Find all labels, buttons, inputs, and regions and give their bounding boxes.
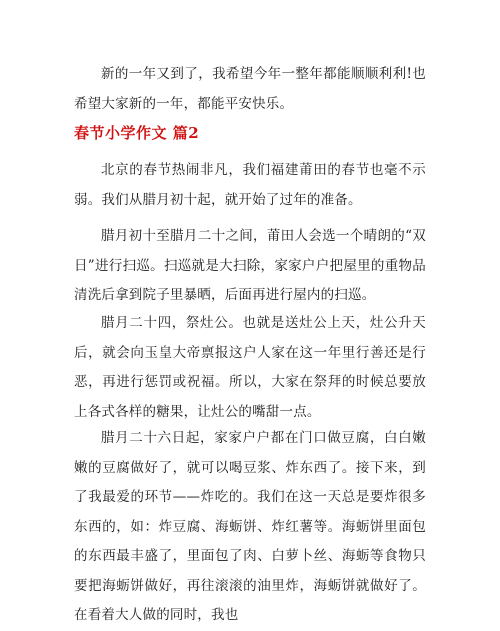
body-paragraph: 腊月二十四，祭灶公。也就是送灶公上天，灶公升天后，就会向玉皇大帝禀报这户人家在这一年里行善还是行恶，再进行惩罚或祝福。所以，大家在祭拜的时候总要放上各式各样的糖果，让灶公的嘴甜一点。: [74, 315, 426, 420]
body-paragraph: 腊月初十至腊月二十之间，莆田人会选一个晴朗的“双日”进行扫巡。扫巡就是大扫除，家家户户把屋里的重物品清洗后拿到院子里暴晒，后面再进行屋内的扫巡。: [74, 228, 426, 303]
body-paragraph: 腊月二十六日起，家家户户都在门口做豆腐，白白嫩嫩的豆腐做好了，就可以喝豆浆、炸东西了。接下来，到了我最爱的环节——炸吃的。我们在这一天总是要炸很多东西的，如：炸豆腐、海蛎饼、炸红薯等。海蛎饼里面包的东西最丰盛了，里面包了肉、白萝卜丝、海蛎等食物只要把海蛎饼做好，再往滚滚的油里炸，海蛎饼就做好了。在看着大人做的同时，我也: [74, 430, 426, 623]
section-heading: 春节小学作文 篇2: [74, 124, 200, 142]
intro-paragraph: 新的一年又到了，我希望今年一整年都能顺顺利利!也希望大家新的一年，都能平安快乐。: [74, 66, 426, 112]
body-paragraph: 北京的春节热闹非凡，我们福建莆田的春节也毫不示弱。我们从腊月初十起，就开始了过年的准备。: [74, 162, 426, 208]
